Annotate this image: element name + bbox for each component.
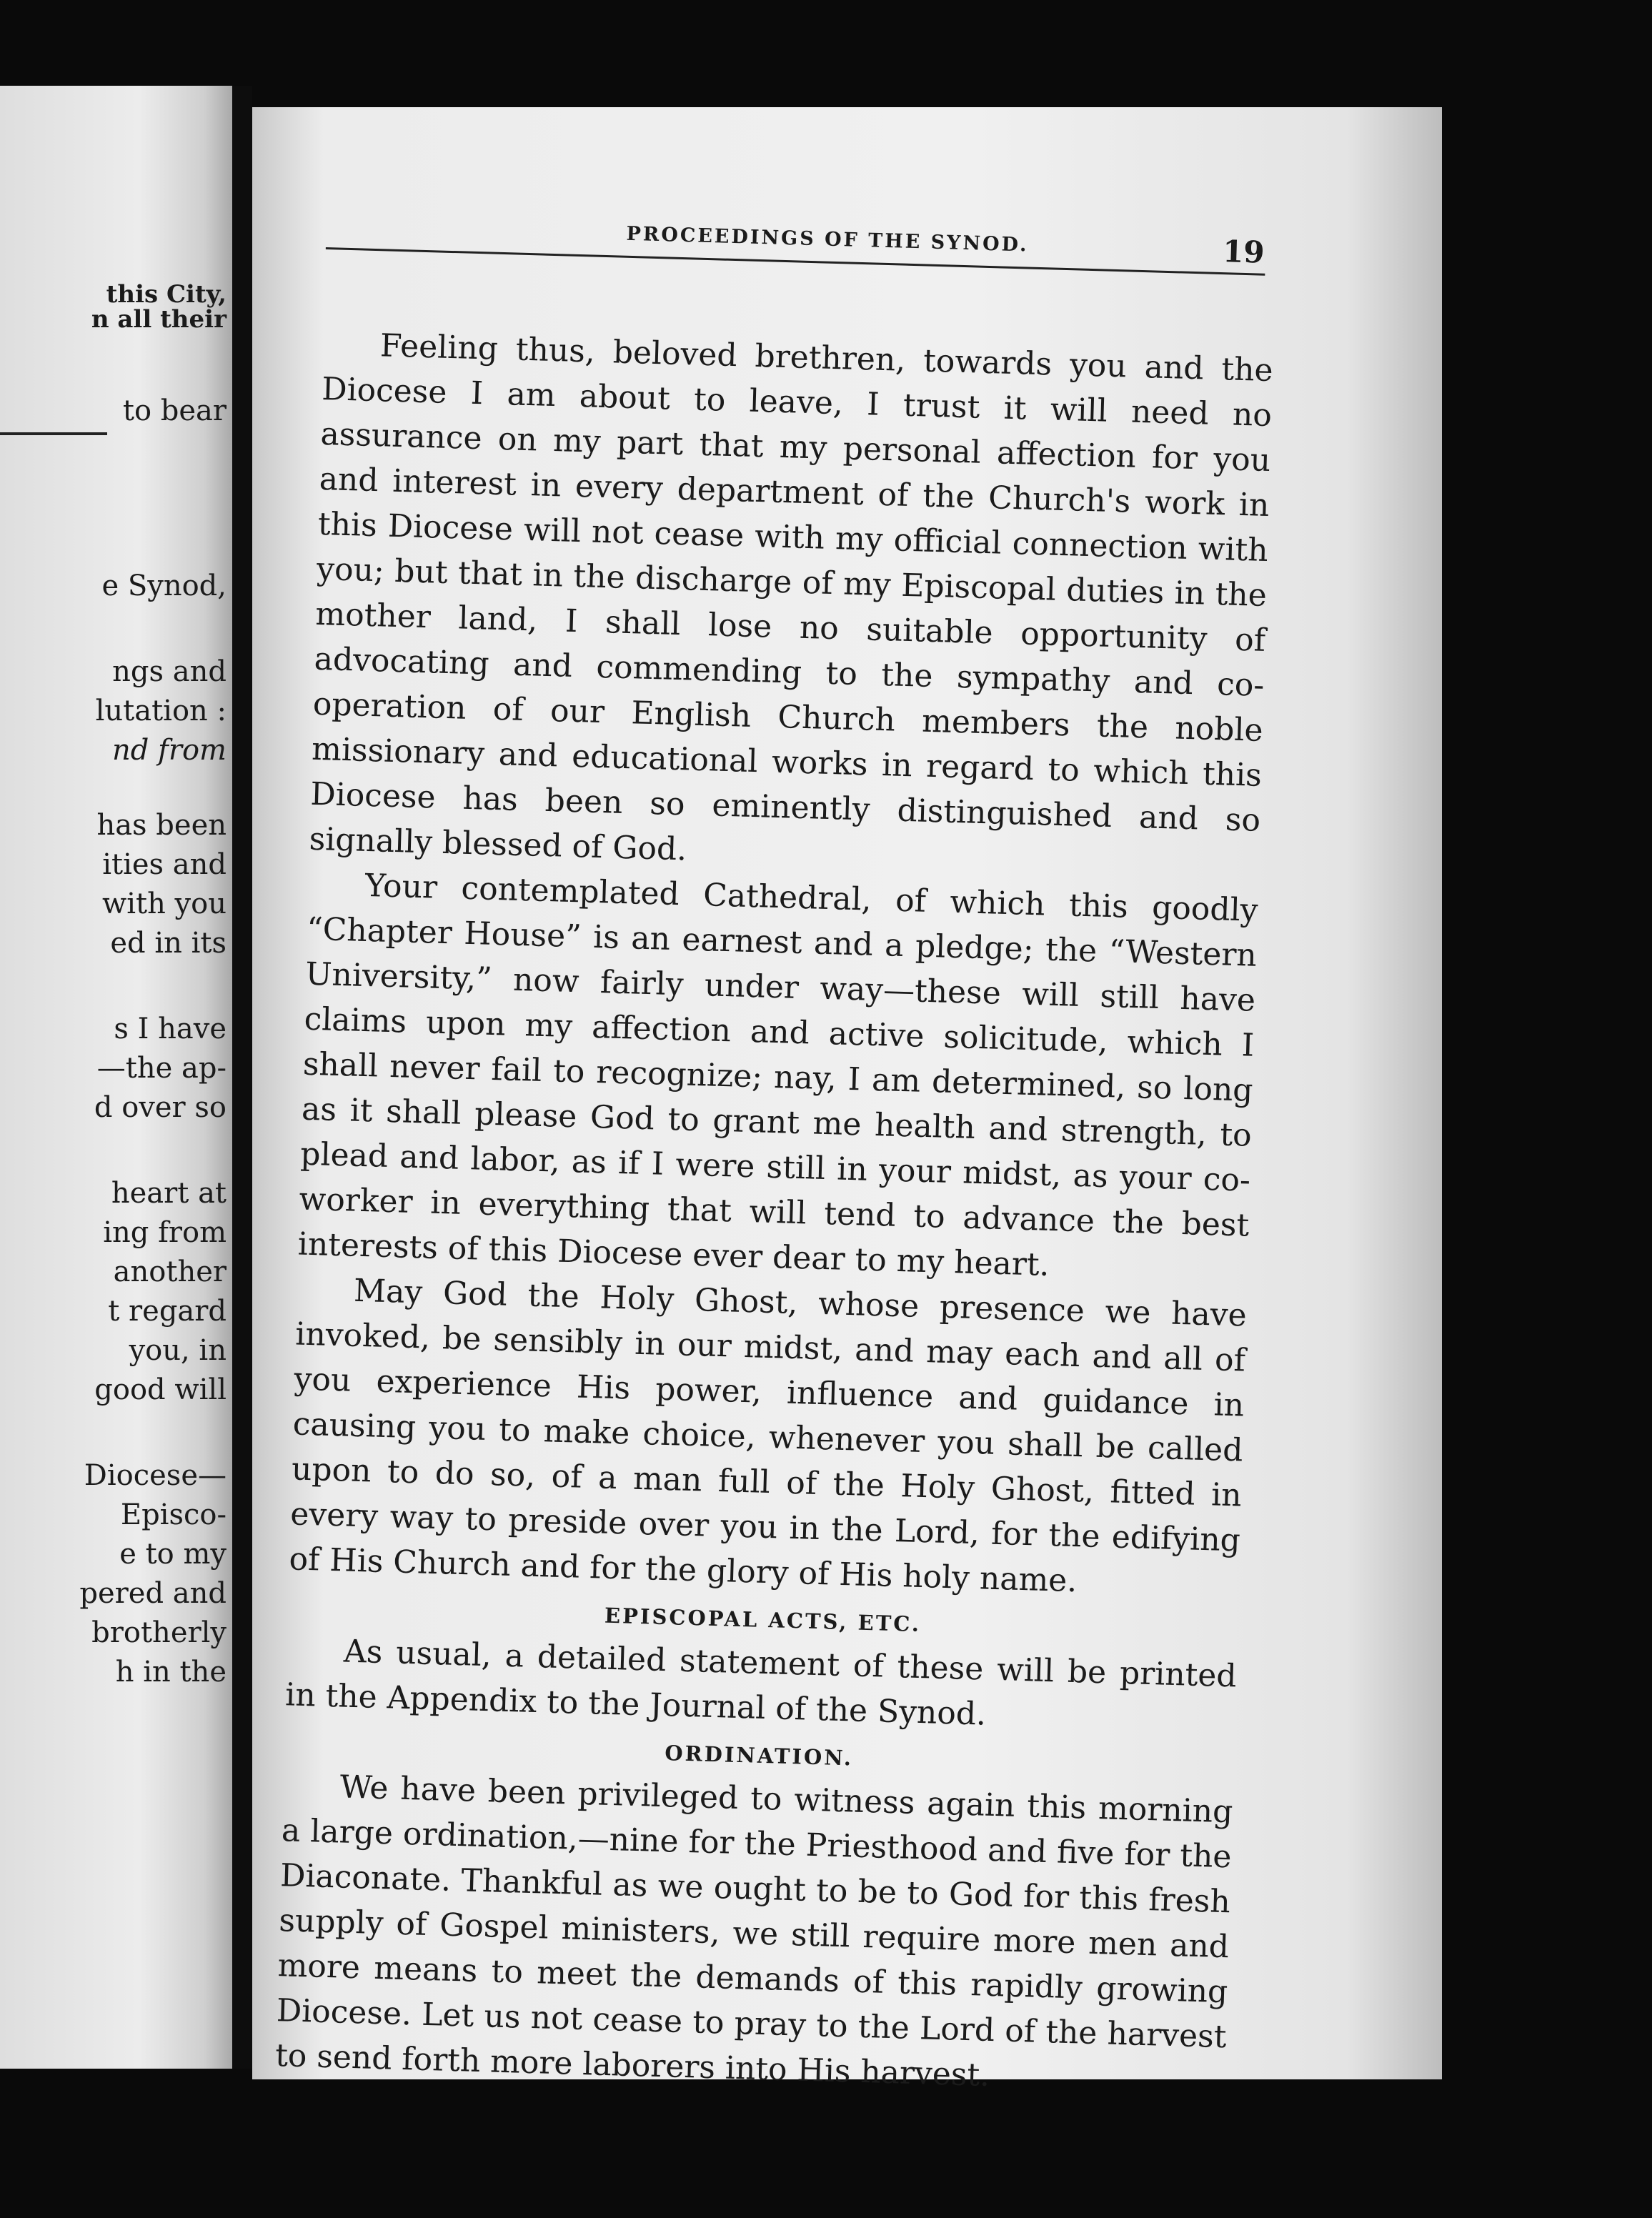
left-page-line: lutation : (95, 695, 227, 727)
left-page-line: ing from (103, 1216, 227, 1249)
left-page-line: pered and (79, 1577, 227, 1610)
left-page-line: to bear (122, 394, 227, 427)
paragraph-episcopal-acts: As usual, a detailed statement of these will be printed in the Appendix to the Journal of the Synod. (284, 1633, 1238, 1733)
left-page-line: d over so (94, 1091, 227, 1124)
paragraph-farewell: Feeling thus, beloved brethren, towards you and the Diocese I am about to leave, I trust it will need no assurance on my part that my personal affection for you and interest in every department of the Church's work in this Diocese will not cease with my official connection with you; but that in the discharge of my Episcopal duties in the mother land, I shall lose no suitable opportunity of advocating and commending to the sympathy and co-operation of our English Church members the noble missionary and educational works in regard to which this Diocese has been so eminently distinguished and so signally blessed of God. (309, 327, 1274, 868)
left-page-line: brotherly (91, 1616, 227, 1649)
left-page-line: ities and (102, 848, 227, 881)
left-page-line: another (113, 1255, 227, 1288)
left-page-line: nd from (111, 734, 227, 767)
paragraph-holy-ghost: May God the Holy Ghost, whose presence we have invoked, be sensibly in our midst, and may each and all of you experience His power, influence and guidance in causing you to make choice, whenever you shall be called upon to do so, of a man full of the Holy Ghost, fitted in every way to preside over you in the Lord, for the edifying of His Church and for the glory of His holy name. (288, 1272, 1248, 1600)
paragraph-ordination: We have been privileged to witness again this morning a large ordination,—nine for the Priesthood and five for the Diaconate. Thankful as we ought to be to God for this fresh supply of Gospel ministers, we still require more men and more means to meet the demands of this rapidly growing Diocese. Let us not cease to pray to the Lord of the harvest to send forth more laborers into His harvest. (274, 1769, 1233, 2094)
left-page-line: —the ap- (96, 1052, 227, 1085)
left-page-line: you, in (129, 1334, 227, 1367)
left-page-line: ngs and (112, 655, 227, 688)
header-rule (326, 247, 1265, 276)
right-page (252, 107, 1442, 2094)
book-gutter (232, 86, 252, 2069)
left-page-line: heart at (111, 1177, 227, 1210)
left-page-rule (0, 432, 107, 435)
left-page-line: e Synod, (101, 570, 227, 602)
running-head: PROCEEDINGS OF THE SYNOD. (626, 222, 1029, 257)
page-number: 19 (1222, 234, 1265, 270)
page-body (274, 222, 1274, 2104)
left-page-line: has been (96, 809, 227, 842)
left-page-line: e to my (119, 1538, 227, 1571)
left-page-line: Episco- (120, 1498, 227, 1531)
heading-ordination: ORDINATION. (664, 1741, 854, 1771)
left-page-line: h in the (115, 1656, 227, 1689)
left-page-line: s I have (114, 1013, 227, 1045)
left-page-line: good will (94, 1373, 227, 1406)
paragraph-cathedral: Your contemplated Cathedral, of which this goodly “Chapter House” is an earnest and a pledge; the “Western University,” now fairly under way—these will still have claims upon my affection and active solicitude, which I shall never fail to recognize; nay, I am determined, so long as it shall please God to grant me health and strength, to plead and labor, as if I were still in your midst, as your co-worker in everything that will tend to advance the best interests of this Diocese ever dear to my heart. (297, 867, 1259, 1283)
left-page-line: n all their (91, 305, 227, 334)
left-page-line: this City, (106, 280, 227, 309)
left-page-line: Diocese— (84, 1459, 227, 1492)
left-page-fragment (0, 86, 232, 2069)
left-page-line: t regard (108, 1295, 227, 1328)
left-page-line: ed in its (110, 927, 227, 960)
heading-episcopal-acts: EPISCOPAL ACTS, ETC. (604, 1603, 922, 1637)
left-page-line: with you (101, 887, 227, 920)
